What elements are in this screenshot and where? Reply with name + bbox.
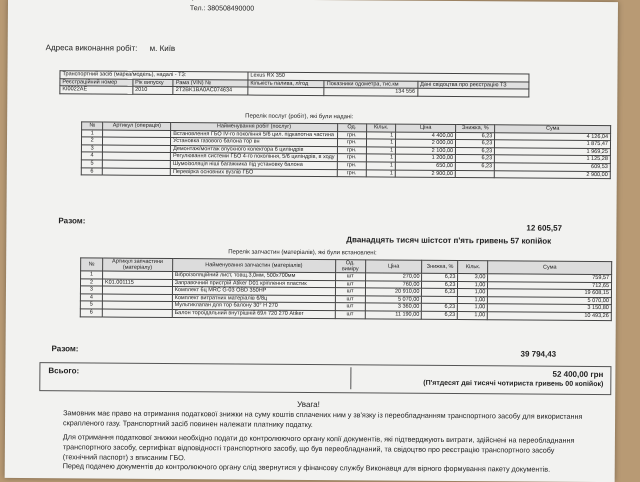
parts-col-unit: Од. виміру <box>335 260 365 273</box>
vehicle-header-odometer: Показники одометра, тис.км <box>324 80 417 88</box>
cell-name: Демонтаж/монтаж впускного колектора 6 циліндрів <box>171 145 338 154</box>
cell-disc: 6,23 <box>456 147 495 155</box>
parts-col-disc: Знижка, % <box>422 260 458 273</box>
cell-name: Регулювання системи ГБО 4-го покоління, 5/6 циліндрів, в ходу <box>171 153 338 162</box>
grand-total-box <box>39 362 611 395</box>
cell-price: 2 000,00 <box>396 139 456 147</box>
works-col-price: Ціна <box>396 124 456 132</box>
cell-n: 1 <box>82 129 103 137</box>
parts-col-name: Найменування запчастин (матеріалів) <box>172 259 335 273</box>
cell-unit: шт <box>335 280 365 288</box>
cell-art <box>103 168 171 176</box>
works-total-words: Дванадцять тисяч шістсот п'ять гривень 57 копійок <box>346 235 552 246</box>
cell-unit: шт <box>335 311 365 319</box>
cell-price: 760,00 <box>365 280 422 288</box>
contractor-name <box>176 0 229 1</box>
works-col-art: Артикул (операція) <box>103 122 171 130</box>
vehicle-year: 2010 <box>133 86 174 94</box>
cell-price: 2 100,00 <box>396 147 456 155</box>
works-table <box>81 121 611 179</box>
parts-col-art: Артикул запчастини (матеріалу) <box>103 258 173 271</box>
contractor-phone: Тел.: 380508490000 <box>189 5 255 13</box>
invoice-page <box>5 0 618 482</box>
cell-qty: 1 <box>366 169 395 177</box>
vehicle-reg: KI0022AE <box>60 86 133 94</box>
parts-col-sum: Сума <box>488 261 612 275</box>
cell-sum: 1 875,47 <box>495 140 611 148</box>
cell-price: 11 190,00 <box>365 311 422 319</box>
vehicle-label: Транспортний засіб (марка/модель), надалі - ТЗ: <box>60 71 248 80</box>
cell-n: 3 <box>81 145 102 153</box>
cell-name: Встановлення ГБО IV-го покоління 5/6 цил. підкапотна частина <box>171 130 338 139</box>
cell-n: 1 <box>81 271 103 279</box>
cell-qty: 1 <box>366 147 395 155</box>
cell-disc: 6,23 <box>422 288 458 296</box>
works-total: 12 605,57 <box>526 223 563 233</box>
cell-qty: 3,00 <box>458 274 488 282</box>
vehicle-odometer: 134 556 <box>324 88 417 96</box>
cell-n: 4 <box>81 152 102 160</box>
cell-price: 4 400,00 <box>396 132 456 140</box>
cell-price: 270,00 <box>365 273 422 281</box>
cell-sum: 19 608,15 <box>488 289 612 297</box>
cell-sum: 4 126,04 <box>495 132 611 140</box>
cell-disc: 6,23 <box>422 304 458 312</box>
cell-art <box>102 309 172 317</box>
cell-name: Шумоізоляція ніші багажника під установку балона <box>170 160 337 169</box>
cell-unit: грн. <box>337 146 366 154</box>
works-body <box>81 129 610 178</box>
cell-disc: 6,23 <box>456 140 495 148</box>
parts-title: Перелік запчастин (матеріалів), які були встановлені: <box>228 249 377 257</box>
cell-sum: 712,65 <box>488 281 612 289</box>
cell-unit: грн. <box>337 139 366 147</box>
cell-sum: 609,53 <box>495 163 611 171</box>
vehicle-header-year: Рік випуску <box>133 79 174 87</box>
address-label: Адреса виконання робіт: <box>45 43 138 53</box>
cell-n: 6 <box>80 309 102 317</box>
cell-sum: 1 125,28 <box>495 155 611 163</box>
parts-body <box>80 271 611 320</box>
cell-unit: грн. <box>337 154 366 162</box>
address-city-prefix: м. <box>149 43 158 53</box>
cell-price: 2 900,00 <box>395 170 455 178</box>
cell-n: 6 <box>81 167 102 175</box>
vehicle-header-cert: Дані свідоцтва про реєстрацію ТЗ <box>418 81 529 89</box>
cell-qty: 1 <box>366 162 395 170</box>
cell-n: 4 <box>80 294 102 302</box>
vehicle-model: Lexus RX 350 <box>248 72 529 82</box>
cell-sum: 2 900,00 <box>495 170 611 178</box>
grand-total-label: Всього: <box>48 366 80 376</box>
cell-unit: шт <box>335 288 365 296</box>
cell-disc: 6,23 <box>422 311 458 319</box>
cell-name: Установка газового балона тор вн <box>171 138 338 147</box>
parts-total: 39 794,43 <box>520 349 557 359</box>
cell-qty: 1 <box>366 131 395 139</box>
work-address <box>46 43 176 53</box>
notice-title: Увага! <box>297 399 320 410</box>
vehicle-header-reg: Реєстраційний номер <box>60 78 133 86</box>
cell-sum: 3 150,80 <box>488 304 612 312</box>
cell-n: 5 <box>80 301 102 309</box>
cell-price: 3 360,00 <box>365 303 422 311</box>
vehicle-cert <box>418 88 529 96</box>
cell-name: Балон тороїдальний внутрішній 69л 720 270 Atiker <box>172 309 335 318</box>
cell-disc: 6,23 <box>455 162 494 170</box>
works-col-name: Найменування робіт (послуг) <box>171 123 338 132</box>
cell-disc: 6,23 <box>422 281 458 289</box>
cell-unit: шт <box>335 303 365 311</box>
parts-col-qty: Кільк. <box>458 261 488 274</box>
cell-n: 5 <box>81 160 102 168</box>
cell-unit: грн. <box>337 169 366 177</box>
cell-qty: 1 <box>366 154 395 162</box>
vehicle-header-vin: Рама (VIN) № <box>173 79 248 87</box>
vehicle-table <box>59 70 529 97</box>
cell-sum: 759,57 <box>488 274 612 282</box>
vehicle-header-fuel: Кількість палива, л/год <box>248 80 324 88</box>
vehicle-vin: 2T2BK1BA0AC074634 <box>173 87 248 95</box>
vehicle-fuel <box>248 87 324 95</box>
cell-name: Комплект витратних матеріалів 6/8ц <box>172 294 335 303</box>
cell-sum: 10 493,26 <box>488 312 612 320</box>
parts-total-label: Разом: <box>51 344 79 354</box>
works-col-unit: Од. <box>337 124 366 132</box>
cell-qty: 1,00 <box>458 296 488 304</box>
works-col-sum: Сума <box>495 125 611 133</box>
parts-col-n: № <box>81 258 103 271</box>
cell-price: 650,00 <box>395 162 455 170</box>
cell-unit: грн. <box>337 131 366 139</box>
cell-disc: 6,23 <box>422 273 458 281</box>
cell-art: K01.001115 <box>102 279 172 287</box>
cell-name: Перевірка основних вузлів ГБО <box>170 168 337 177</box>
cell-sum: 1 969,25 <box>495 148 611 156</box>
works-col-qty: Кільк. <box>366 124 395 132</box>
cell-n: 3 <box>80 286 102 294</box>
cell-sum: 5 070,00 <box>488 297 612 305</box>
notice-p1: Замовник має право на отримання податкової знижки на суму коштів сплачених ним у зв'язку із переобладнанням транспортного засобу для використання скрапленого газу. Транспортний засіб повинен належати платнику податку. <box>63 408 583 429</box>
works-col-n: № <box>82 122 103 130</box>
cell-name: Заправочний пристрій Atiker D01 кріплення пластик <box>172 279 335 288</box>
cell-name: Віброізоляційний лист, товщ.3,0мм, 500х700мм <box>172 272 335 281</box>
cell-unit: грн. <box>337 162 366 170</box>
parts-col-price: Ціна <box>365 260 422 273</box>
cell-qty: 1,00 <box>458 304 488 312</box>
works-title: Перелік послуг (робіт), які були надані: <box>245 113 354 121</box>
parts-table <box>80 257 612 320</box>
notice-p3: Перед подачею документів до контролюючого органу слід звернутися у фінансову службу Виконавця для вірного формування пакету документів. <box>62 461 551 474</box>
cell-name: Комплект 6ц MRC G-03 OBD 350HP <box>172 287 335 296</box>
cell-disc: 6,23 <box>456 155 495 163</box>
works-col-disc: Знижка, % <box>456 124 495 132</box>
cell-n: 2 <box>81 137 102 145</box>
cell-unit: шт <box>335 273 365 281</box>
cell-price: 20 910,00 <box>365 288 422 296</box>
cell-disc <box>455 170 494 178</box>
grand-total-words: (П'ятдесят дві тисячі чотириста гривень 00 копійок) <box>423 379 604 389</box>
cell-qty: 1,00 <box>458 281 488 289</box>
cell-qty: 1,00 <box>458 311 488 319</box>
cell-n: 2 <box>80 278 102 286</box>
cell-qty: 1,00 <box>458 289 488 297</box>
cell-price: 1 200,00 <box>396 154 456 162</box>
works-total-label: Разом: <box>58 216 86 226</box>
notice-p2: Для отримання податкової знижки необхідно подати до контролюючого органу копії документів, які підтверджують витрати, здійснені на переобладнання транспортного засобу, сертифікат відповідності транспортного засобу, що був переобладнаний, та свідоцтво про реєстрацію транспортного засобу (технічний паспорт) з вписаним ГБО. <box>62 432 575 462</box>
cell-unit: шт <box>335 295 365 303</box>
cell-price: 5 070,00 <box>365 296 422 304</box>
grand-total-value: 52 400,00 грн <box>552 369 604 380</box>
cell-name: Мультиклапан для тор балону 30° H 270 <box>172 302 335 311</box>
address-city: Київ <box>159 43 176 54</box>
cell-qty: 1 <box>366 139 395 147</box>
cell-disc: 6,23 <box>456 132 495 140</box>
